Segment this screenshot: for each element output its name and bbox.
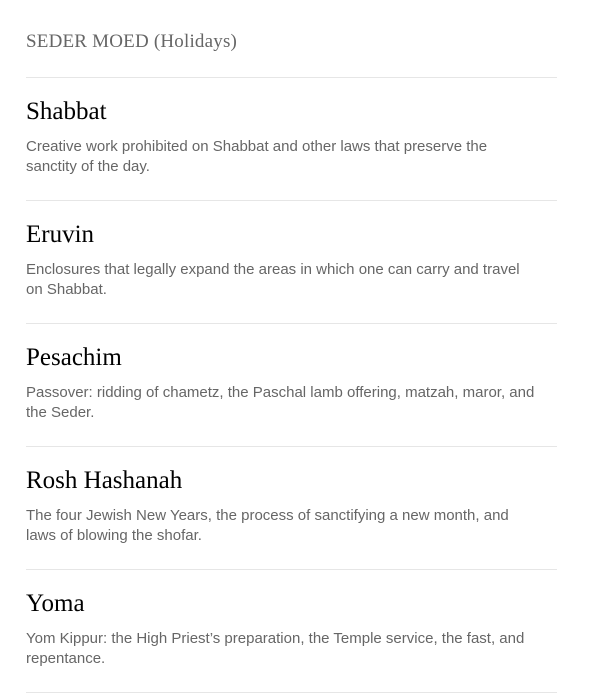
tractate-name-link[interactable]: Pesachim xyxy=(26,344,122,371)
tractate-item-eruvin[interactable] xyxy=(26,201,557,324)
category-header xyxy=(26,0,557,78)
tractate-item-shabbat[interactable] xyxy=(26,78,557,201)
tractate-description: The four Jewish New Years, the process of sanctifying a new month, and laws of blowing the shofar. xyxy=(26,507,509,544)
category-title: SEDER MOED (Holidays) xyxy=(26,31,238,52)
tractate-list-page xyxy=(26,0,557,693)
tractate-description: Enclosures that legally expand the areas in which one can carry and travel on Shabbat. xyxy=(26,261,520,298)
tractate-name-link[interactable]: Yoma xyxy=(26,590,85,617)
tractate-item-yoma[interactable] xyxy=(26,570,557,693)
tractate-description: Passover: ridding of chametz, the Paschal lamb offering, matzah, maror, and the Seder. xyxy=(26,384,535,421)
tractate-description: Yom Kippur: the High Priest’s preparation, the Temple service, the fast, and repentance. xyxy=(26,630,525,667)
tractate-name-link[interactable]: Shabbat xyxy=(26,98,107,125)
tractate-name-link[interactable]: Eruvin xyxy=(26,221,95,248)
tractate-description: Creative work prohibited on Shabbat and other laws that preserve the sanctity of the day. xyxy=(26,138,488,175)
tractate-item-pesachim[interactable] xyxy=(26,324,557,447)
tractate-item-rosh-hashanah[interactable] xyxy=(26,447,557,570)
tractate-name-link[interactable]: Rosh Hashanah xyxy=(26,467,183,494)
